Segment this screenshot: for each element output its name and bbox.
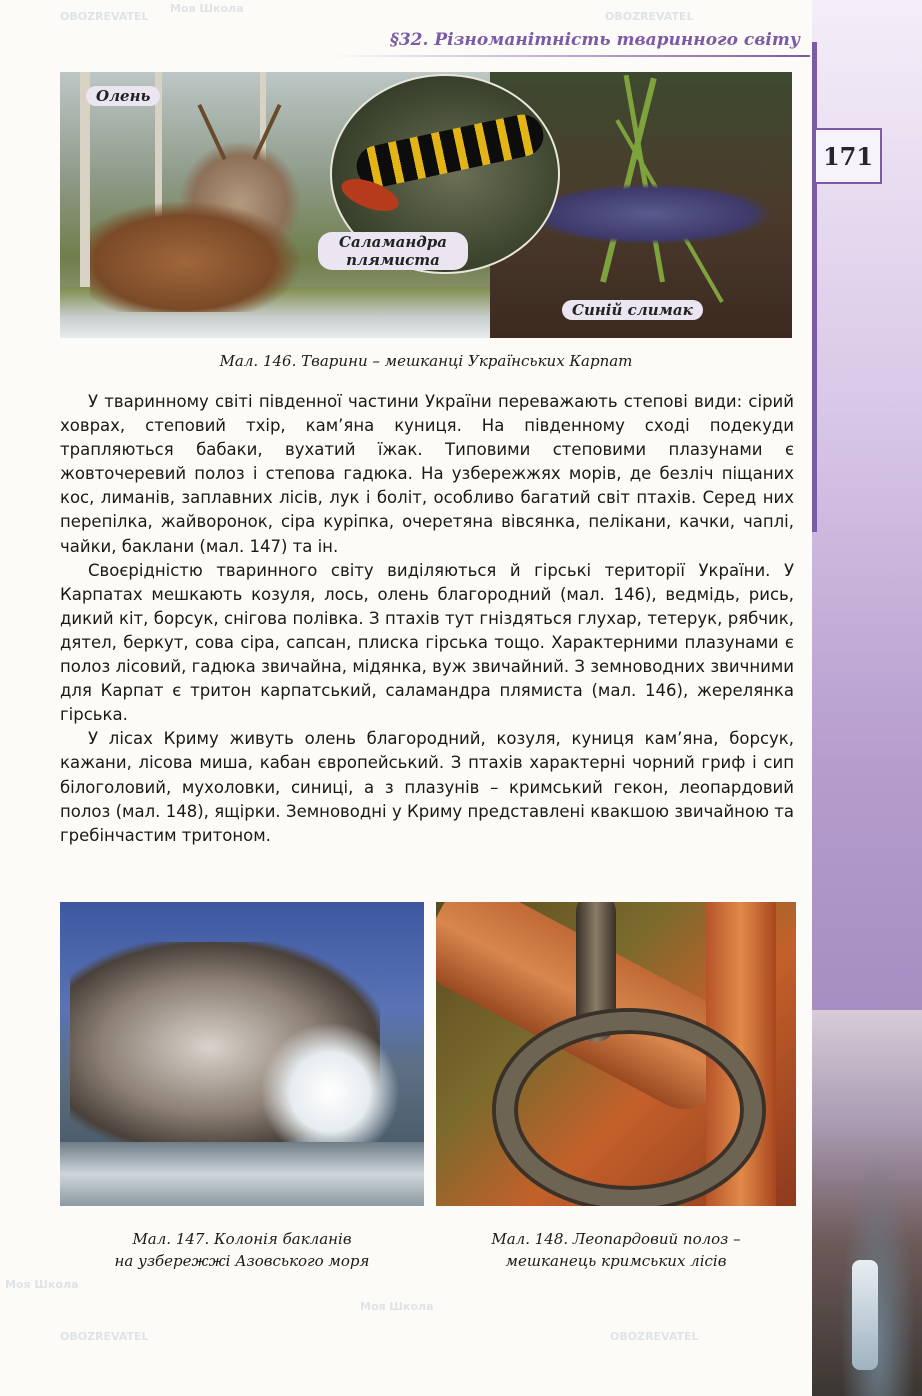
figure-146-caption: Мал. 146. Тварини – мешканці Українських Карпат: [219, 352, 633, 370]
waterfall-photo: [812, 1010, 922, 1396]
paragraph-crimea-fauna: У лісах Криму живуть олень благородний, козуля, куниця кам’яна, борсук, кажани, лісова миша, кабан європейський. З птахів характерні чорний гриф і сип білоголовий, мухоловки, синиці, а з плазунів – кримський гекон, леопардовий полоз (мал. 148), ящірки. Земноводні у Криму представлені квакшою звичайною та гребінчастим тритоном.: [60, 729, 794, 845]
figure-148-leopard-snake-photo: [436, 902, 796, 1206]
figure-147-caption: [60, 1228, 424, 1272]
watermark-text: OBOZREVATEL: [60, 1330, 149, 1343]
label-salamander: Саламандра плямиста: [318, 232, 468, 270]
page-number: 171: [816, 128, 882, 184]
watermark-text: OBOZREVATEL: [610, 1330, 699, 1343]
paragraph-mountain-fauna: Своєрідністю тваринного світу виділяються й гірські території України. У Карпатах мешкають козуля, лось, олень благородний (мал. 146), ведмідь, рись, дикий кіт, борсук, снігова полівка. З птахів тут гніздяться глухар, тетерук, рябчик, дятел, беркут, сова сіра, сапсан, плиска гірська тощо. Характерними плазунами є полоз лісовий, гадюка звичайна, мідянка, вуж звичайний. З земноводних звичними для Карпат є тритон карпатський, саламандра плямиста (мал. 146), жерелянка гірська.: [60, 560, 794, 725]
watermark-text: OBOZREVATEL: [605, 10, 694, 23]
figure-147-cormorant-colony-photo: [60, 902, 424, 1206]
lying-deer: [90, 202, 300, 312]
running-title: §32. Різноманітність тваринного світу: [389, 30, 800, 50]
label-slug: Синій слимак: [562, 300, 703, 320]
watermark-text: Моя Школа: [170, 2, 244, 15]
body-text: [60, 390, 794, 848]
watermark-text: Моя Школа: [5, 1278, 79, 1291]
sea-water: [60, 1142, 424, 1206]
figure-146-photo-collage: [60, 72, 792, 338]
waterfall-shape: [852, 1260, 878, 1370]
paragraph-steppe-fauna: У тваринному світі південної частини України переважають степові види: сірий ховрах, степовий тхір, кам’яна куниця. На південному сході подекуди трапляються бабаки, вухатий їжак. Типовими степовими плазунами є жовточеревий полоз і степова гадюка. На узбережжях морів, де безліч піщаних кос, лиманів, заплавних лісів, лук і боліт, особливо багатий світ птахів. Серед них перепілка, жайворонок, сіра куріпка, очеретяна вівсянка, пелікани, качки, чаплі, чайки, баклани (мал. 147) та ін.: [60, 392, 794, 556]
birch-tree: [80, 72, 90, 302]
figure-147-caption-line2: на узбережжі Азовського моря: [114, 1252, 370, 1270]
figure-147-caption-line1: Мал. 147. Колонія бакланів: [132, 1230, 352, 1248]
wave-splash: [260, 1022, 400, 1162]
figure-148-caption: [436, 1228, 796, 1272]
label-deer: Олень: [86, 86, 160, 106]
watermark-text: Моя Школа: [360, 1300, 434, 1313]
figure-148-caption-line1: Мал. 148. Леопардовий полоз –: [491, 1230, 741, 1248]
snake-coil: [496, 1012, 762, 1206]
figure-148-caption-line2: мешканець кримських лісів: [505, 1252, 727, 1270]
header-divider: [330, 55, 810, 57]
watermark-text: OBOZREVATEL: [60, 10, 149, 23]
blue-slug: [530, 184, 770, 244]
